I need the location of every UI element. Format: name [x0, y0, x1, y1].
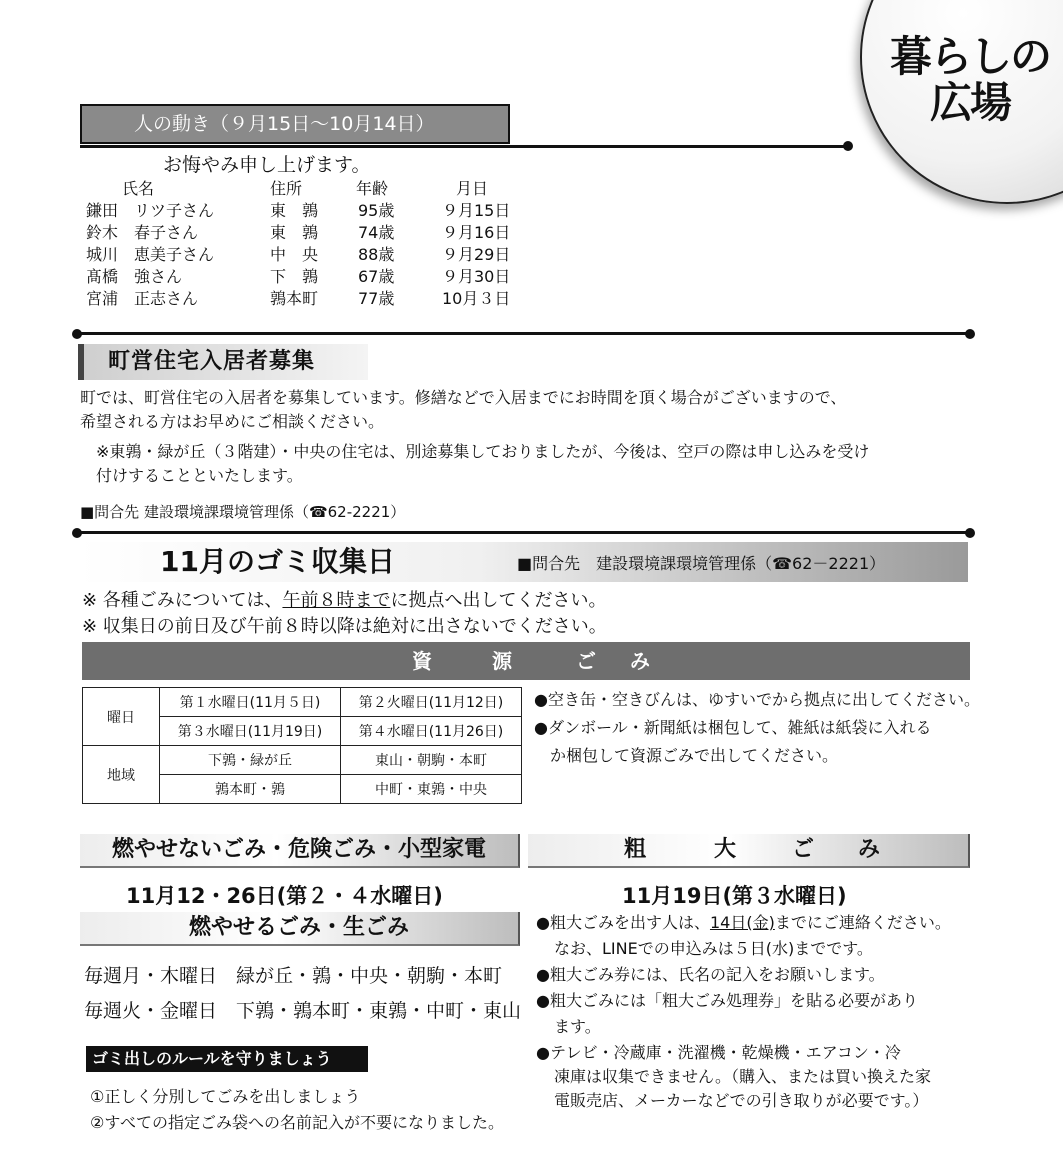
date-cell: ９月30日	[442, 267, 511, 286]
table-row	[83, 746, 522, 775]
day-cell: 第３水曜日(11月19日)	[160, 717, 341, 746]
divider-dot	[965, 528, 975, 538]
condolence-text: お悔やみ申し上げます。	[163, 154, 371, 176]
divider-dot	[965, 329, 975, 339]
resource-bar-char: 資	[412, 649, 432, 673]
age-cell: 77歳	[358, 289, 395, 308]
row-label-area: 地域	[83, 746, 160, 804]
garbage-note-1	[82, 589, 606, 613]
bulky-bar-char: み	[858, 837, 881, 862]
divider-dot	[843, 141, 853, 151]
name-cell: 城川 恵美子さん	[86, 245, 215, 264]
address-cell: 東 鶉	[270, 201, 319, 220]
bulky-title-bar	[528, 834, 970, 868]
date-cell: ９月16日	[442, 223, 511, 242]
bulky-bar-char: ご	[792, 837, 815, 862]
age-cell: 95歳	[358, 201, 395, 220]
bulky-line-1	[536, 912, 951, 934]
bulky-line-4: ●粗大ごみには「粗大ごみ処理券」を貼る必要があり	[536, 991, 918, 1010]
area-cell: 東山・朝駒・本町	[341, 746, 522, 775]
bulky-line-2: なお、LINEでの申込みは５日(水)までです。	[554, 939, 873, 958]
area-cell: 鶉本町・鶉	[160, 775, 341, 804]
resource-schedule-table	[82, 687, 522, 804]
resource-bar-char: 源	[492, 649, 512, 673]
col-address: 住所	[270, 179, 303, 198]
bulky-deadline: 14日(金)	[709, 913, 775, 932]
burnable-line-2: 毎週火・金曜日 下鶉・鶉本町・東鶉・中町・東山	[84, 1000, 522, 1022]
age-cell: 88歳	[358, 245, 395, 264]
note-text: ※ 各種ごみについては、	[82, 590, 283, 611]
housing-para-2b: 付けすることといたします。	[96, 466, 303, 485]
housing-title: 町営住宅入居者募集	[78, 344, 368, 380]
col-age: 年齢	[356, 179, 389, 198]
day-cell: 第２火曜日(11月12日)	[341, 688, 522, 717]
name-cell: 宮浦 正志さん	[86, 289, 199, 308]
resource-bullet-2b: か梱包して資源ごみで出してください。	[550, 746, 839, 765]
area-cell: 中町・東鶉・中央	[341, 775, 522, 804]
burnable-title: 燃やせるごみ・生ごみ	[80, 912, 520, 946]
rules-item-2: ②すべての指定ごみ袋への名前記入が不要になりました。	[90, 1113, 505, 1132]
name-cell: 髙橋 強さん	[86, 267, 183, 286]
housing-para-2a: ※東鶉・緑が丘（３階建）・中央の住宅は、別途募集しておりましたが、今後は、空戸の際は申し込みを受け	[96, 442, 870, 461]
area-cell: 下鶉・緑が丘	[160, 746, 341, 775]
note-text: に拠点へ出してください。	[390, 590, 607, 611]
resource-bar-char: み	[630, 649, 650, 673]
address-cell: 中 央	[270, 245, 319, 264]
day-cell: 第１水曜日(11月５日)	[160, 688, 341, 717]
col-date: 月日	[456, 179, 489, 198]
bulky-text: ●粗大ごみを出す人は、	[536, 913, 710, 932]
note-deadline: 午前８時まで	[282, 590, 391, 611]
burnable-line-1: 毎週月・木曜日 緑が丘・鶉・中央・朝駒・本町	[84, 965, 503, 987]
garbage-note-2: ※ 収集日の前日及び午前８時以降は絶対に出さないでください。	[82, 616, 607, 637]
divider	[80, 145, 848, 148]
badge-line-1: 暮らしの	[889, 32, 1050, 81]
divider	[76, 531, 970, 534]
bulky-line-8: 電販売店、メーカーなどでの引き取りが必要です。）	[554, 1091, 929, 1110]
bulky-text: までにご連絡ください。	[774, 913, 951, 932]
row-label-day: 曜日	[83, 688, 160, 746]
age-cell: 67歳	[358, 267, 395, 286]
rules-item-1: ①正しく分別してごみを出しましょう	[90, 1087, 361, 1106]
bulky-line-7: 凍庫は収集できません。（購入、または買い換えた家	[554, 1067, 931, 1086]
housing-para-1b: 希望される方はお早めにご相談ください。	[80, 412, 385, 431]
day-cell: 第４水曜日(11月26日)	[341, 717, 522, 746]
bulky-bar-char: 粗	[624, 837, 647, 862]
garbage-contact: ■問合先 建設環境課環境管理係（☎62－2221）	[517, 554, 886, 573]
age-cell: 74歳	[358, 223, 395, 242]
obituary-header: 人の動き（９月15日～10月14日）	[80, 104, 510, 144]
resource-bullet-2a: ●ダンボール・新聞紙は梱包して、雑紙は紙袋に入れる	[534, 718, 932, 737]
nonburnable-title: 燃やせないごみ・危険ごみ・小型家電	[80, 834, 520, 868]
housing-contact: ■問合先 建設環境課環境管理係（☎62-2221）	[80, 503, 406, 521]
name-cell: 鎌田 リツ子さん	[86, 201, 215, 220]
table-row	[83, 688, 522, 717]
name-cell: 鈴木 春子さん	[86, 223, 199, 242]
resource-bullet-1: ●空き缶・空きびんは、ゆすいでから拠点に出してください。	[534, 690, 980, 709]
bulky-date: 11月19日(第３水曜日)	[622, 884, 847, 908]
date-cell: ９月29日	[442, 245, 511, 264]
resource-bar-char: ご	[576, 649, 596, 673]
badge-title	[880, 34, 1060, 126]
divider	[76, 332, 970, 335]
nonburnable-date: 11月12・26日(第２・４水曜日)	[126, 884, 443, 908]
resource-bar	[82, 642, 970, 680]
badge-line-2: 広場	[929, 78, 1010, 127]
bulky-line-6: ●テレビ・冷蔵庫・洗濯機・乾燥機・エアコン・冷	[536, 1043, 901, 1062]
bulky-bar-char: 大	[714, 837, 737, 862]
address-cell: 下 鶉	[270, 267, 319, 286]
bulky-line-3: ●粗大ごみ券には、氏名の記入をお願いします。	[536, 965, 885, 984]
garbage-title: 11月のゴミ収集日	[160, 545, 395, 578]
bulky-line-5: ます。	[554, 1017, 601, 1036]
address-cell: 鶉本町	[270, 289, 319, 308]
rules-title: ゴミ出しのルールを守りましょう	[86, 1046, 368, 1072]
date-cell: 10月３日	[442, 289, 511, 308]
col-name: 氏名	[122, 179, 155, 198]
date-cell: ９月15日	[442, 201, 511, 220]
housing-para-1a: 町では、町営住宅の入居者を募集しています。修繕などで入居までにお時間を頂く場合がございますので、	[80, 388, 847, 407]
address-cell: 東 鶉	[270, 223, 319, 242]
